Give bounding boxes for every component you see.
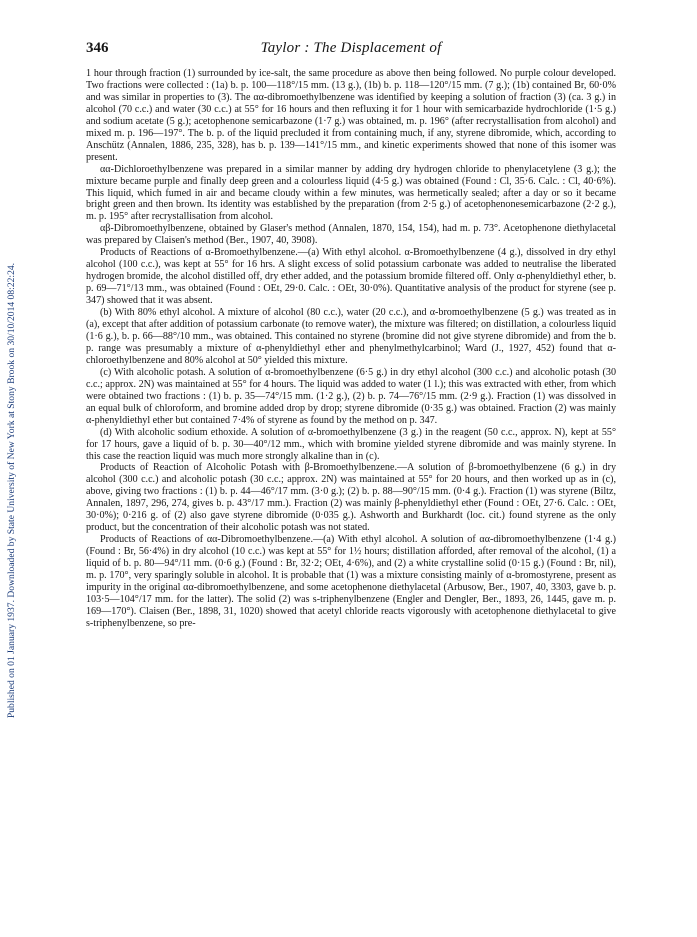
paragraph: Products of Reaction of Alcoholic Potash with β-Bromoethylbenzene.—A solution of β-bromoethylbenzene (6 g.) in dry alcohol (300 c.c.) and alcoholic potash (30 c.c.; approx. 2N) was maintained at 55° for 20 hours, and then worked up as in (c), above, giving two fractions : (1) b. p. 44—46°/17 mm. (3·0 g.); (2) b. p. 88—90°/15 mm. (0·4 g.). Fraction (1) was styrene (Biltz, Annalen, 1897, 296, 274, gives b. p. 43°/17 mm.). Fraction (2) was mainly β-phenyldiethyl ether (Found : OEt, 27·6. Calc. : OEt, 30·0%); 0·216 g. of (2) also gave styrene dibromide (0·035 g.). Ashworth and Burkhardt (loc. cit.) found styrene as the only product, but the concentration of their alcoholic potash was not stated. (86, 462, 616, 534)
running-header (86, 40, 616, 62)
download-watermark (2, 60, 22, 920)
page (86, 40, 616, 630)
paragraph: 1 hour through fraction (1) surrounded by ice-salt, the same procedure as above then being followed. No purple colour developed. Two fractions were collected : (1a) b. p. 100—118°/15 mm. (13 g.), (1b) b. p. 118—120°/15 mm. (7 g.); (1b) contained Br, 60·0% and was similar in properties to (3). The αα-dibromoethylbenzene was identified by keeping a solution of fraction (3) (ca. 3 g.) in alcohol (70 c.c.) and water (30 c.c.) at 55° for 16 hours and then refluxing it for 1 hour with semicarbazide hydrochloride (1·5 g.) and sodium acetate (5 g.); acetophenone semicarbazone (1·7 g.) was obtained, m. p. 196° (after recrystallisation from alcohol) and mixed m. p. 196—197°. The b. p. of the liquid precluded it from containing much, if any, styrene dibromide, which, according to Anschütz (Annalen, 1886, 235, 328), has b. p. 139—141°/15 mm., and kinetic experiments showed that none of this isomer was present. (86, 68, 616, 163)
paragraph: (b) With 80% ethyl alcohol. A mixture of alcohol (80 c.c.), water (20 c.c.), and α-bromoethylbenzene (5 g.) was treated as in (a), except that after addition of potassium carbonate (to remove water), the mixture was filtered; on distillation, a colourless liquid (1·6 g.), b. p. 66—88°/10 mm., was obtained. This contained no styrene (bromine did not give styrene dibromide) and from the b. p. range was presumably a mixture of α-phenyldiethyl ether and phenylmethylcarbinol; Ward (J., 1927, 452) found that α-chloroethylbenzene and 80% alcohol at 50° yielded this mixture. (86, 307, 616, 366)
paragraph: Products of Reactions of αα-Dibromoethylbenzene.—(a) With ethyl alcohol. A solution of αα-dibromoethylbenzene (1·4 g.) (Found : Br, 56·4%) in dry alcohol (10 c.c.) was kept at 55° for 1½ hours; distillation afforded, after removal of the alcohol, (1) a liquid of b. p. 80—94°/11 mm. (0·6 g.) (Found : Br, 32·2; OEt, 4·6%), and (2) a white crystalline solid (0·15 g.) (Found : Br, nil), m. p. 170°, very sparingly soluble in alcohol. It is probable that (1) was a mixture consisting mainly of α-bromostyrene, present as impurity in the original αα-dibromoethylbenzene, and some acetophenone diethylacetal (Arbusow, Ber., 1907, 40, 3303, gave b. p. 103·5—104°/17 mm. for the latter). The solid (2) was s-triphenylbenzene (Engler and Dengler, Ber., 1893, 26, 1445, gave m. p. 169—170°). Claisen (Ber., 1898, 31, 1020) showed that acetyl chloride reacts vigorously with acetophenone diethylacetal to give s-triphenylbenzene, so pre- (86, 534, 616, 629)
paragraph: (c) With alcoholic potash. A solution of α-bromoethylbenzene (6·5 g.) in dry ethyl alcohol (300 c.c.) and alcoholic potash (30 c.c.; approx. 2N) was maintained at 55° for 4 hours. The liquid was added to water (1 l.); this was extracted with ether, from which were obtained two fractions : (1) b. p. 35—74°/15 mm. (1·2 g.), (2) b. p. 74—76°/15 mm. (2·9 g.). Fraction (1) was dissolved in an equal bulk of chloroform, and bromine added drop by drop; styrene dibromide (0·35 g.) was obtained. Fraction (2) was mainly α-phenyldiethyl ether but contained 7·4% of styrene as found by the method on p. 347. (86, 366, 616, 426)
paragraph: Products of Reactions of α-Bromoethylbenzene.—(a) With ethyl alcohol. α-Bromoethylbenzene (4 g.), dissolved in dry ethyl alcohol (100 c.c.), was kept at 55° for 16 hrs. A slight excess of solid potassium carbonate was added to neutralise the liberated hydrogen bromide, the alcohol distilled off, dry ether added, and the potassium bromide filtered off. Only α-phenyldiethyl ether, b. p. 69—71°/13 mm., was obtained (Found : OEt, 29·0. Calc. : OEt, 30·0%). Quantitative analysis of the product for styrene (see p. 347) showed that it was absent. (86, 247, 616, 307)
paragraph: (d) With alcoholic sodium ethoxide. A solution of α-bromoethylbenzene (3 g.) in the reagent (50 c.c., approx. N), kept at 55° for 17 hours, gave a liquid of b. p. 30—40°/12 mm., which with bromine yielded styrene dibromide and was mainly styrene. In this case the reaction liquid was much more strongly alkaline than in (c). (86, 426, 616, 462)
download-watermark-text: Published on 01 January 1937. Downloaded by State University of New York at Stony Brook on 30/10/2014 08:22:24. (6, 262, 18, 718)
paragraph: αα-Dichloroethylbenzene was prepared in a similar manner by adding dry hydrogen chloride to phenylacetylene (3 g.); the mixture became purple and finally deep green and a colourless liquid (4·5 g.) was obtained (Found : Cl, 35·6. Calc. : Cl, 40·6%). This liquid, which fumed in air and became cloudy within a few minutes, was hermetically sealed; after a day or so it became bright green and then brown. Its identity was established by the preparation (from 2·5 g.) of acetophenonesemicarbazone (2·2 g.), m. p. 195° after recrystallisation from alcohol. (86, 163, 616, 223)
running-title: Taylor : The Displacement of (260, 40, 442, 56)
page-number: 346 (86, 40, 109, 56)
body-text (86, 68, 616, 630)
paragraph: αβ-Dibromoethylbenzene, obtained by Glaser's method (Annalen, 1870, 154, 154), had m. p. 73°. Acetophenone diethylacetal was prepared by Claisen's method (Ber., 1907, 40, 3908). (86, 223, 616, 247)
